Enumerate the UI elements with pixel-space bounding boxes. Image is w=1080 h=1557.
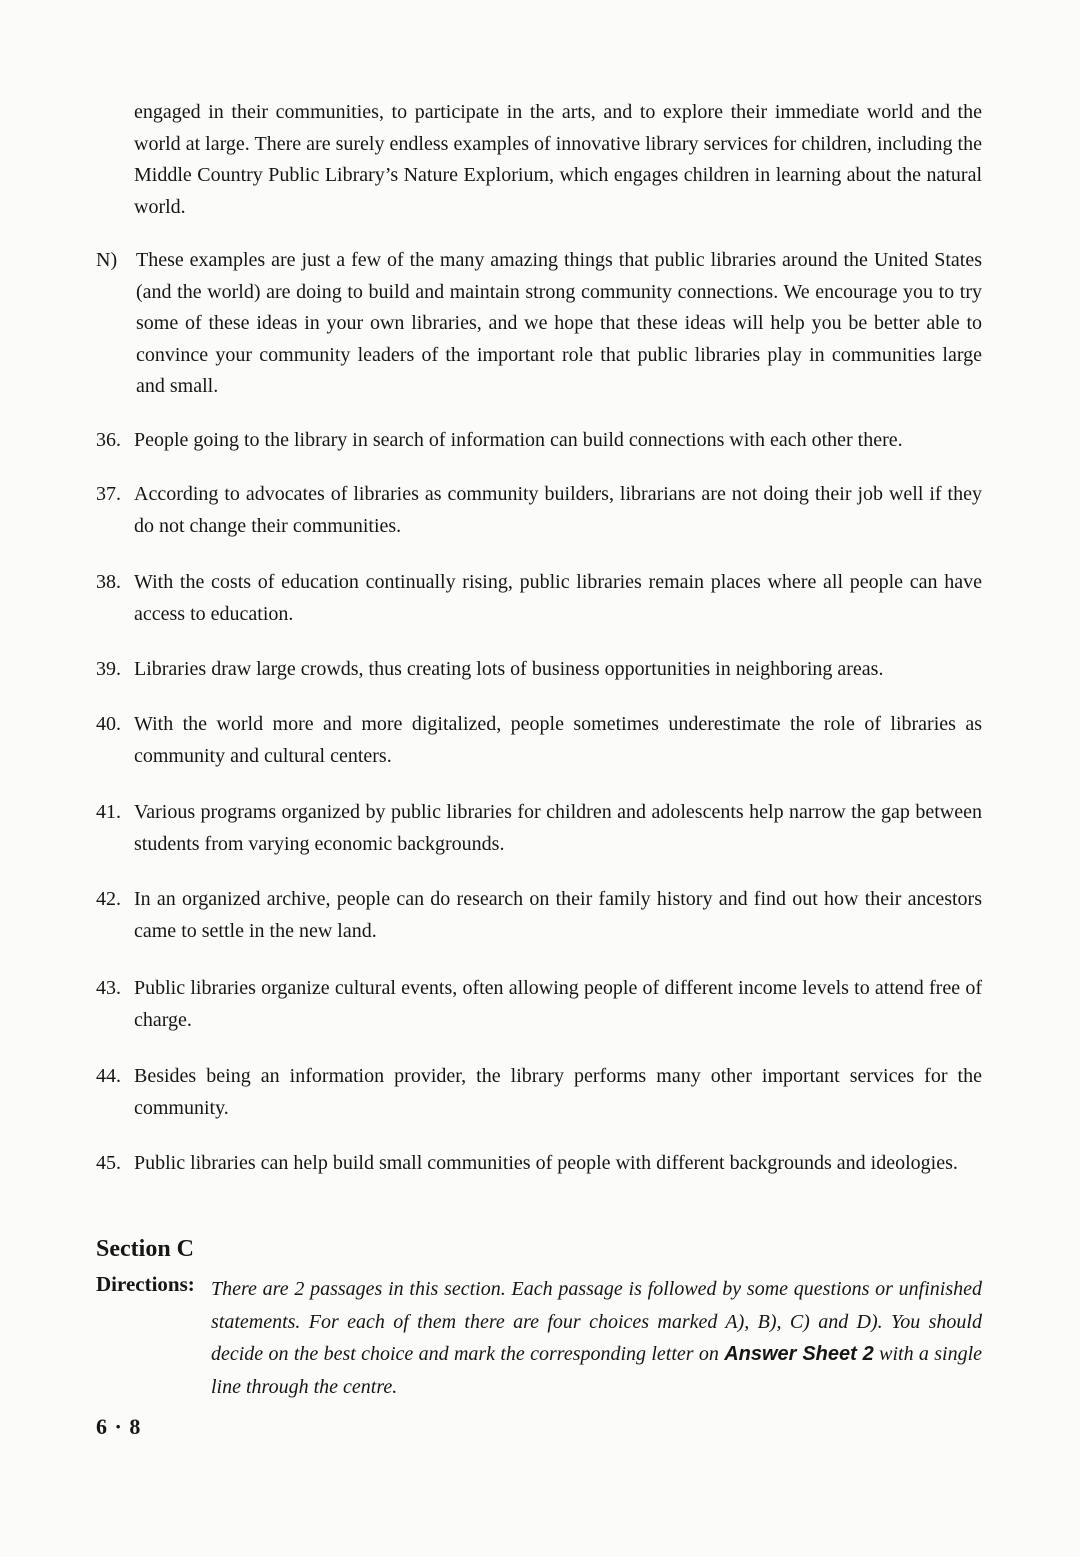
directions-tail: with a single line through the centre. — [211, 1343, 983, 1398]
question-statement: With the costs of education continually rising, public libraries remain places where all people can have access to education. — [134, 571, 982, 625]
section-title: Section C — [96, 1236, 194, 1262]
question-item — [96, 1060, 982, 1124]
passage-continuation: engaged in their communities, to participate in the arts, and to explore their immediate world and the world at large. There are surely endless examples of innovative library services for children, including the Middle Country Public Library’s Nature Explorium, which engages children in learning about the natural world. — [134, 101, 982, 218]
page-number: 6 · 8 — [96, 1414, 142, 1439]
directions-body: There are 2 passages in this section. Each passage is followed by some questions or unfinished statements. For each of them there are four choices marked A), B), C) and D). You should decide on the best choice and mark the corresponding letter on — [211, 1278, 982, 1365]
question-item — [96, 883, 982, 947]
passage-paragraph-n — [96, 245, 982, 403]
paragraph-text: These examples are just a few of the many amazing things that public libraries around the United States (and the world) are doing to build and maintain strong community connections. We encourage you to try some of these ideas in your own libraries, and we hope that these ideas will help you be better able to convince your community leaders of the important role that public libraries play in communities large and small. — [136, 249, 982, 397]
question-number: 37. — [96, 483, 121, 505]
question-statement: According to advocates of libraries as community builders, librarians are not doing their job well if they do not change their communities. — [134, 483, 982, 537]
question-item — [96, 972, 982, 1036]
question-item — [96, 566, 982, 630]
question-item — [96, 796, 982, 860]
question-item — [96, 478, 982, 542]
question-number: 44. — [96, 1065, 121, 1087]
question-number: 40. — [96, 713, 121, 735]
question-item — [96, 708, 982, 772]
question-number: 45. — [96, 1152, 121, 1174]
question-number: 41. — [96, 801, 121, 823]
question-number: 36. — [96, 429, 121, 451]
question-statement: People going to the library in search of information can build connections with each other there. — [134, 429, 903, 451]
paragraph-label: N) — [96, 249, 118, 271]
question-statement: With the world more and more digitalized, people sometimes underestimate the role of libraries as community and cultural centers. — [134, 713, 982, 767]
question-number: 43. — [96, 977, 121, 999]
answer-sheet-emphasis: Answer Sheet 2 — [724, 1343, 874, 1365]
question-statement: Public libraries can help build small communities of people with different backgrounds and ideologies. — [134, 1152, 958, 1174]
question-statement: Various programs organized by public libraries for children and adolescents help narrow the gap between students from varying economic backgrounds. — [134, 801, 982, 855]
question-statement: Libraries draw large crowds, thus creating lots of business opportunities in neighboring areas. — [134, 658, 884, 680]
question-number: 39. — [96, 658, 121, 680]
question-statement: In an organized archive, people can do research on their family history and find out how their ancestors came to settle in the new land. — [134, 888, 982, 942]
question-item — [96, 424, 982, 456]
question-statement: Besides being an information provider, the library performs many other important services for the community. — [134, 1065, 982, 1119]
question-statement: Public libraries organize cultural events, often allowing people of different income levels to attend free of charge. — [134, 977, 982, 1031]
question-number: 38. — [96, 571, 121, 593]
question-number: 42. — [96, 888, 121, 910]
directions-text — [211, 1273, 982, 1403]
question-item — [96, 1147, 982, 1179]
directions-label: Directions: — [96, 1272, 195, 1296]
question-item — [96, 653, 982, 685]
